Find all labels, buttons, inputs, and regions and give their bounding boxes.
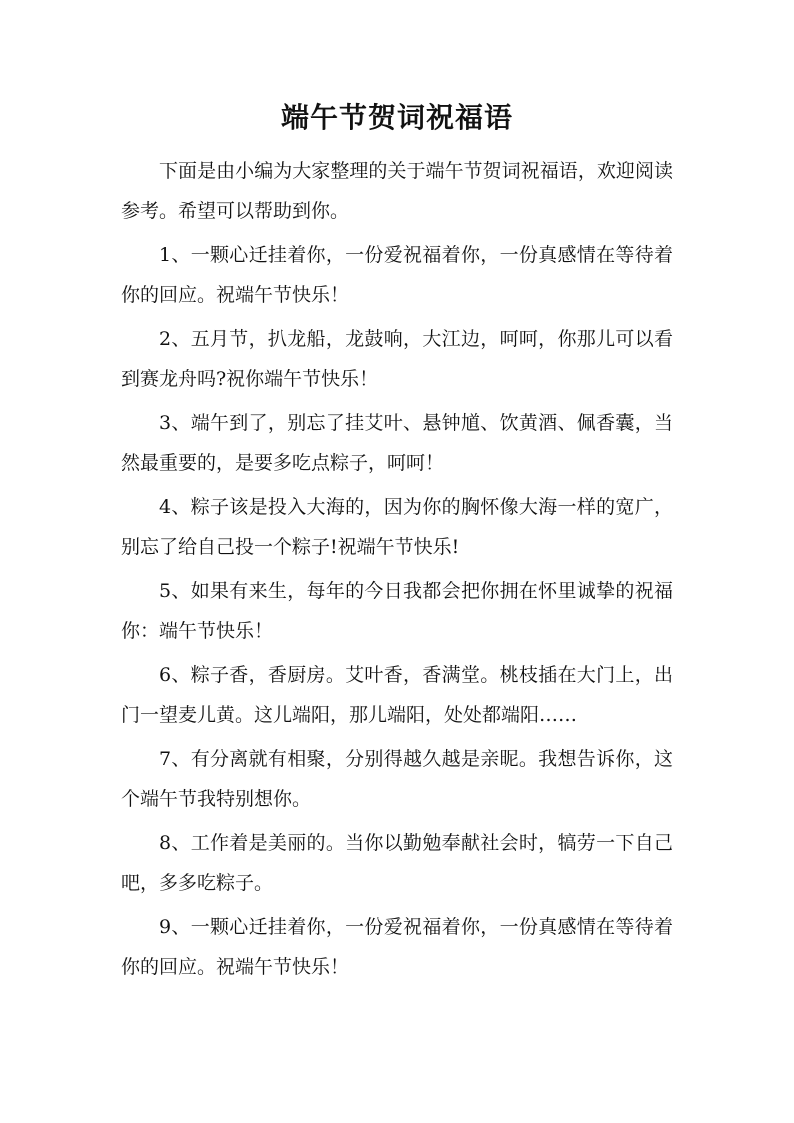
greeting-paragraph-7: 7、有分离就有相聚，分别得越久越是亲昵。我想告诉你，这个端午节我特别想你。 (121, 748, 673, 810)
greeting-paragraph-6: 6、粽子香，香厨房。艾叶香，香满堂。桃枝插在大门上，出门一望麦儿黄。这儿端阳，那儿端阳，处处都端阳…… (121, 664, 673, 726)
greeting-paragraph-8: 8、工作着是美丽的。当你以勤勉奉献社会时，犒劳一下自己吧，多多吃粽子。 (121, 832, 673, 894)
greeting-paragraph-1: 1、一颗心迁挂着你，一份爱祝福着你，一份真感情在等待着你的回应。祝端午节快乐！ (121, 244, 673, 306)
document-title: 端午节贺词祝福语 (280, 101, 513, 134)
greeting-paragraph-2: 2、五月节，扒龙船，龙鼓响，大江边，呵呵，你那儿可以看到赛龙舟吗?祝你端午节快乐！ (121, 328, 673, 390)
greeting-paragraph-3: 3、端午到了，别忘了挂艾叶、悬钟馗、饮黄酒、佩香囊，当然最重要的，是要多吃点粽子，呵呵！ (121, 412, 673, 474)
greeting-paragraph-4: 4、粽子该是投入大海的，因为你的胸怀像大海一样的宽广，别忘了给自己投一个粽子!祝端午节快乐! (121, 496, 673, 558)
intro-paragraph: 下面是由小编为大家整理的关于端午节贺词祝福语，欢迎阅读参考。希望可以帮助到你。 (121, 160, 673, 222)
greeting-paragraph-5: 5、如果有来生，每年的今日我都会把你拥在怀里诚挚的祝福你：端午节快乐！ (121, 580, 673, 642)
document-body (121, 151, 673, 991)
greeting-paragraph-9: 9、一颗心迁挂着你，一份爱祝福着你，一份真感情在等待着你的回应。祝端午节快乐！ (121, 916, 673, 978)
